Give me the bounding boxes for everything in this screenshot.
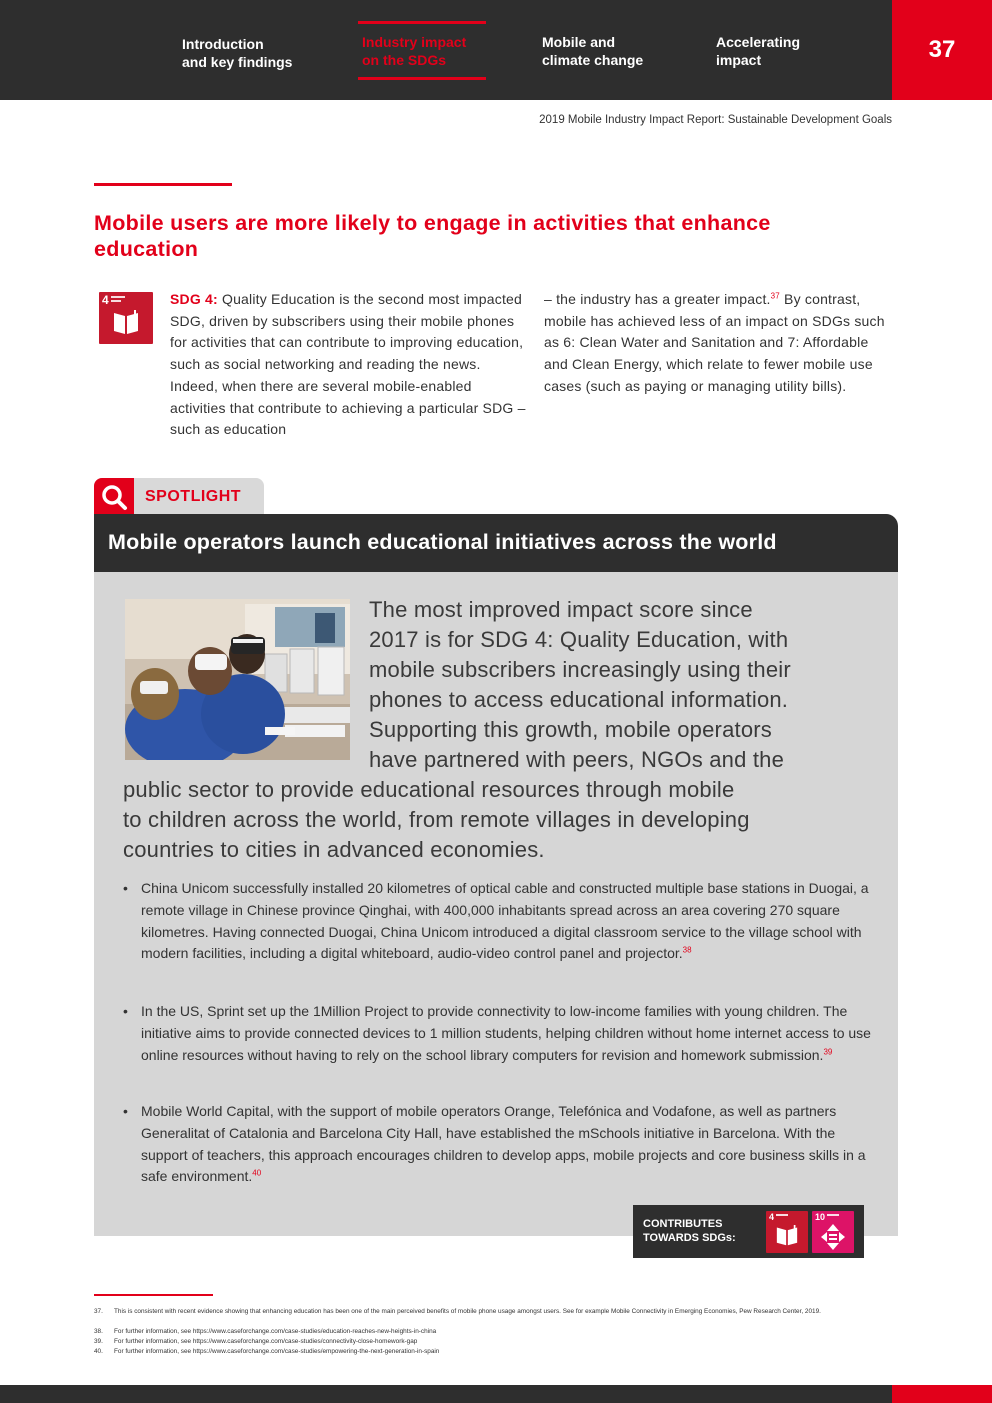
list-item: • Mobile World Capital, with the support of mobile operators Orange, Telefónica and Vodafone, as well as partners Generalitat of Catalonia and Barcelona City Hall, have established the mSchools initiative in Barcelona. With the support of teachers, this approach encourages children to develop apps, mobile projects and core business skills in a safe environment.$^{40}$ — [123, 1103, 866, 1185]
footnote-ref[interactable]: 37 — [770, 291, 780, 301]
footnote-ref[interactable]: 39 — [823, 1046, 833, 1056]
sdg-4-quality-education-icon: 4 — [766, 1211, 808, 1253]
footnote-ref[interactable]: 40 — [252, 1168, 262, 1178]
footnote-ref[interactable]: 38 — [682, 945, 692, 955]
spotlight-lead-line-5: Supporting this growth, mobile operators — [369, 717, 772, 742]
spotlight-lead-line-3: mobile subscribers increasingly using their — [369, 657, 791, 682]
equality-arrows-icon — [821, 1224, 845, 1250]
bottom-bar — [0, 1385, 892, 1403]
spotlight-lead-line-9: countries to cities in advanced economies. — [123, 837, 545, 862]
report-title: 2019 Mobile Industry Impact Report: Sustainable Development Goals — [539, 114, 892, 126]
spotlight-lead-line-6: have partnered with peers, NGOs and the — [369, 747, 785, 772]
nav-accelerating-impact[interactable]: Accelerating impact — [716, 34, 801, 68]
list-item: • China Unicom successfully installed 20 kilometres of optical cable and constructed multiple base stations in Duogai, a remote village in Chinese province Qinghai, with 400,000 inhabitants spread across an area covering 270 square kilometres. Having connected Duogai, China Unicom introduced a digital classroom service to the village school with modern facilities, including a digital whiteboard, audio-video control panel and projector.$^{38}$ — [123, 880, 869, 962]
sdg-4-lead: SDG 4: — [170, 291, 218, 307]
spotlight-lead-line-4: phones to access educational information. — [369, 687, 789, 712]
nav-mobile-climate[interactable]: Mobile and climate change — [542, 34, 644, 68]
spotlight-lead-line-1: The most improved impact score since — [369, 597, 753, 622]
nav-industry-impact[interactable]: Industry impact on the SDGs — [362, 34, 467, 68]
contributes-label: CONTRIBUTES TOWARDS SDGs: — [643, 1218, 736, 1244]
students-vr-headsets-photo — [125, 599, 350, 760]
list-item: • In the US, Sprint set up the 1Million Project to provide connectivity to low-income families with young children. The initiative aims to provide connected devices to 1 million students, helping children without home internet access to use online resources without having to rely on the school library computers for revision and homework submission.$^{39}$ — [123, 1003, 871, 1063]
spotlight-title: Mobile operators launch educational initiatives across the world — [94, 514, 898, 572]
sdg-4-quality-education-icon: 4 — [99, 292, 153, 344]
active-nav-bottom-rule — [358, 77, 486, 80]
footnote-39: 39. For further information, see https://www.caseforchange.com/case-studies/connectivity-close-homework-gap — [94, 1338, 418, 1345]
magnifier-icon — [94, 478, 134, 516]
footnote-37: 37. This is consistent with recent evidence showing that enhancing education has been one of the main perceived benefits of mobile phone usage amongst users. See for example Mobile Connectivity in Emerging Economies, Pew Research Center, 2019. — [94, 1308, 821, 1315]
footnote-38: 38. For further information, see https://www.caseforchange.com/case-studies/education-reaches-new-heights-in-china — [94, 1328, 437, 1335]
bottom-bar-accent — [892, 1385, 992, 1403]
page-number: 37 — [892, 0, 992, 100]
spotlight-icon-box — [94, 478, 134, 516]
active-nav-top-rule — [358, 21, 486, 24]
contributes-towards-sdgs-box — [633, 1205, 864, 1258]
intro-column-2: – the industry has a greater impact.$^{37}$ By contrast, mobile has achieved less of an impact on SDGs such as 6: Clean Water and Sanitation and 7: Affordable and Clean Energy, which relate to fewer mobile use cases (such as paying or managing utility bills). — [544, 291, 885, 394]
spotlight-lead-line-7: public sector to provide educational resources through mobile — [123, 777, 735, 802]
open-book-icon — [775, 1225, 799, 1247]
nav-introduction[interactable]: Introduction and key findings — [182, 36, 293, 70]
section-heading: Mobile users are more likely to engage in activities that enhance education — [94, 211, 771, 261]
spotlight-lead-line-2: 2017 is for SDG 4: Quality Education, with — [369, 627, 789, 652]
spotlight-label: SPOTLIGHT — [145, 488, 242, 505]
sdg-10-reduced-inequalities-icon: 10 — [812, 1211, 854, 1253]
open-book-icon — [112, 310, 140, 336]
section-rule — [94, 183, 232, 186]
intro-column-1: SDG 4: Quality Education is the second most impacted SDG, driven by subscribers using their mobile phones for activities that can contribute to improving education, such as social networking and reading the news. Indeed, when there are several mobile-enabled activities that contribute to achieving a particular SDG – such as education — [170, 291, 526, 438]
footnote-40: 40. For further information, see https://www.caseforchange.com/case-studies/empowering-the-next-generation-in-spain — [94, 1348, 440, 1355]
spotlight-lead-line-8: to children across the world, from remote villages in developing — [123, 807, 750, 832]
footnote-rule — [94, 1294, 213, 1296]
